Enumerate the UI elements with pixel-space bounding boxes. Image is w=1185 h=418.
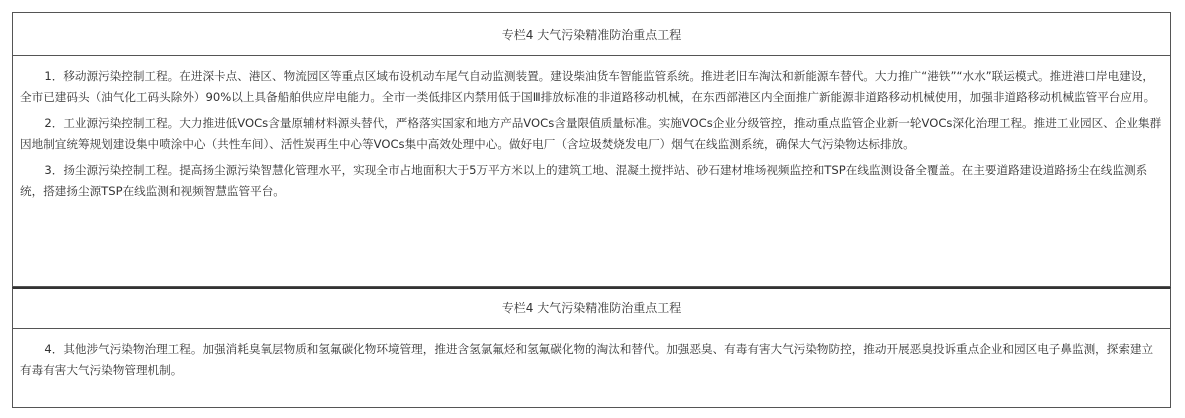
column-title-continued: 专栏4 大气污染精准防治重点工程 (13, 289, 1170, 329)
column-box-2 (12, 287, 1171, 408)
column-body (13, 56, 1170, 202)
item-industrial-source: 2．工业源污染控制工程。大力推进低VOCs含量原辅材料源头替代，严格落实国家和地方产品VOCs含量限值质量标准。实施VOCs企业分级管控，推动重点监管企业新一轮VOCs深化治理工程。推进工业园区、企业集群因地制宜统筹规划建设集中喷涂中心（共性车间）、活性炭再生中心等VOCs集中高效处理中心。做好电厂（含垃圾焚烧发电厂）烟气在线监测系统，确保大气污染物达标排放。 (20, 116, 1162, 151)
column-box-1 (12, 12, 1171, 287)
column-body-continued (13, 329, 1170, 381)
item-mobile-source: 1．移动源污染控制工程。在进深卡点、港区、物流园区等重点区域布设机动车尾气自动监测装置。建设柴油货车智能监管系统。推进老旧车淘汰和新能源车替代。大力推广“港铁”“水水”联运模式。推进港口岸电建设，全市已建码头（油气化工码头除外）90%以上具备船舶供应岸电能力。全市一类低排区内禁用低于国Ⅲ排放标准的非道路移动机械，在东西部港区内全面推广新能源非道路移动机械使用，加强非道路移动机械监管平台应用。 (20, 69, 1156, 104)
item-dust-source: 3．扬尘源污染控制工程。提高扬尘源污染智慧化管理水平，实现全市占地面积大于5万平方米以上的建筑工地、混凝土搅拌站、砂石建材堆场视频监控和TSP在线监测设备全覆盖。在主要道路建设道路扬尘在线监测系统，搭建扬尘源TSP在线监测和视频智慧监管平台。 (20, 163, 1148, 198)
column-title: 专栏4 大气污染精准防治重点工程 (13, 13, 1170, 56)
item-other-pollutants: 4．其他涉气污染物治理工程。加强消耗臭氧层物质和氢氟碳化物环境管理，推进含氢氯氟烃和氢氟碳化物的淘汰和替代。加强恶臭、有毒有害大气污染物防控，推动开展恶臭投诉重点企业和园区电子鼻监测，探索建立有毒有害大气污染物管理机制。 (20, 342, 1154, 377)
